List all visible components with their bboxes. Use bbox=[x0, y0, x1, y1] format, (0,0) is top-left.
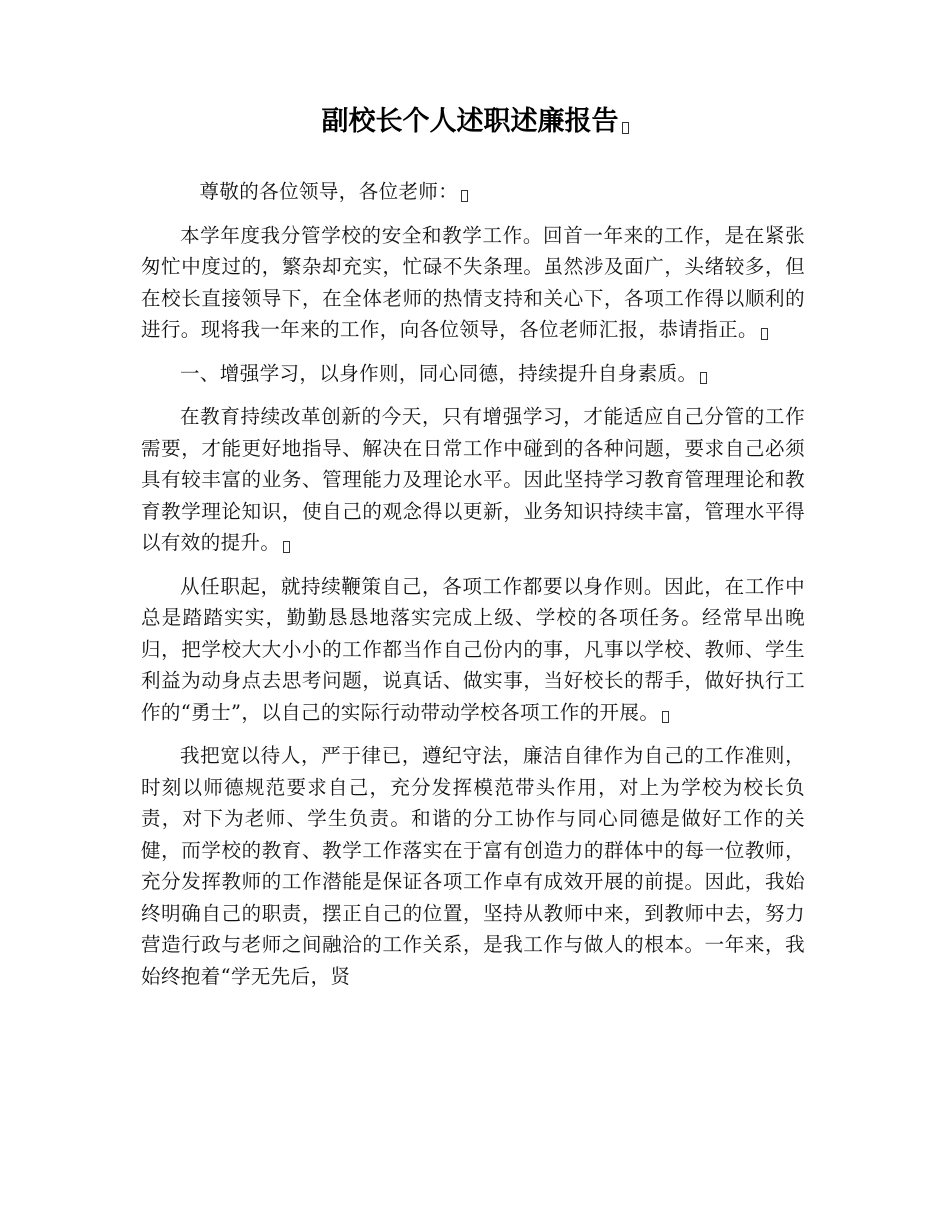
body-paragraph bbox=[141, 571, 805, 729]
paragraph-mark-icon bbox=[461, 190, 468, 202]
paragraph-mark-icon bbox=[622, 122, 629, 134]
paragraph-mark-icon bbox=[662, 711, 669, 723]
paragraph-mark-icon bbox=[700, 372, 707, 384]
paragraph-text: 在教育持续改革创新的今天，只有增强学习，才能适应自己分管的工作需要，才能更好地指导、解决在日常工作中碰到的各种问题，要求自己必须具有较丰富的业务、管理能力及理论水平。因此坚持学习教育管理理论和教育教学理论知识，使自己的观念得以更新，业务知识持续丰富，管理水平得以有效的提升。 bbox=[141, 405, 805, 554]
paragraph-text: 我把宽以待人，严于律已，遵纪守法，廉洁自律作为自己的工作准则，时刻以师德规范要求自己，充分发挥模范带头作用，对上为学校为校长负责，对下为老师、学生负责。和谐的分工协作与同心同德是做好工作的关健，而学校的教育、教学工作落实在于富有创造力的群体中的每一位教师，充分发挥教师的工作潜能是保证各项工作卓有成效开展的前提。因此，我始终明确自己的职责，摆正自己的位置，坚持从教师中来，到教师中去，努力营造行政与老师之间融洽的工作关系，是我工作与做人的根本。一年来，我始终抱着“学无先后，贤 bbox=[141, 744, 805, 988]
section-heading-text: 一、增强学习，以身作则，同心同德，持续提升自身素质。 bbox=[180, 361, 698, 385]
document-body bbox=[141, 176, 805, 1004]
salutation-text: 尊敬的各位领导，各位老师： bbox=[199, 180, 459, 203]
salutation-paragraph bbox=[141, 176, 805, 208]
paragraph-mark-icon bbox=[283, 541, 290, 553]
body-paragraph bbox=[141, 401, 805, 559]
paragraph-text: 本学年度我分管学校的安全和教学工作。回首一年来的工作，是在紧张匆忙中度过的，繁杂却充实，忙碌不失条理。虽然涉及面广，头绪较多，但在校长直接领导下，在全体老师的热情支持和关心下，各项工作得以顺利的进行。现将我一年来的工作，向各位领导，各位老师汇报，恭请指正。 bbox=[141, 223, 805, 341]
document-title: 副校长个人述职述廉报告 bbox=[321, 106, 619, 137]
body-paragraph bbox=[141, 740, 805, 992]
section-heading-paragraph bbox=[141, 358, 805, 390]
body-paragraph bbox=[141, 220, 805, 346]
document-title-block bbox=[0, 102, 950, 142]
paragraph-mark-icon bbox=[761, 328, 768, 340]
paragraph-text: 从任职起，就持续鞭策自己，各项工作都要以身作则。因此，在工作中总是踏踏实实，勤勤恳恳地落实完成上级、学校的各项任务。经常早出晚归，把学校大大小小的工作都当作自己份内的事，凡事以学校、教师、学生利益为动身点去思考问题，说真话、做实事，当好校长的帮手，做好执行工作的“勇士”，以自己的实际行动带动学校各项工作的开展。 bbox=[141, 574, 805, 724]
